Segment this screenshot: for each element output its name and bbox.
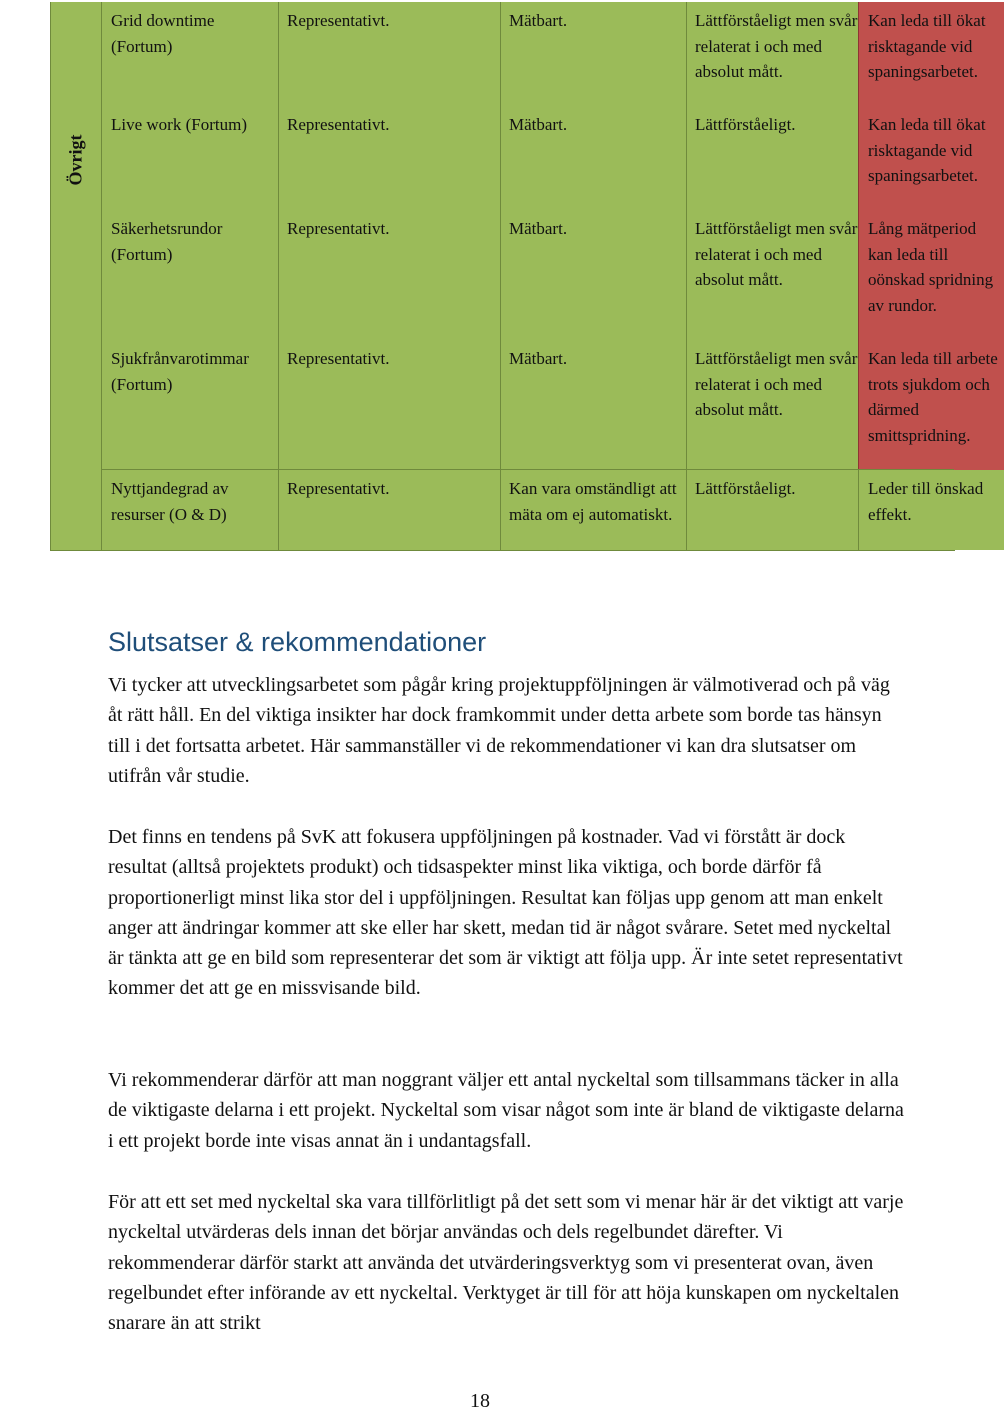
evaluation-table (50, 2, 998, 551)
table-row (101, 210, 1004, 340)
table-divider (686, 2, 687, 550)
row-name: Live work (Fortum) (111, 115, 247, 134)
cell-representativity: Representativt. (287, 219, 390, 238)
category-cell (51, 2, 101, 550)
cell-understandability: Lättförståeligt men svår relaterat i och med absolut mått. (695, 349, 858, 420)
cell-understandability: Lättförståeligt. (695, 479, 796, 498)
cell-measurability: Kan vara omständligt att mäta om ej automatiskt. (509, 479, 677, 524)
paragraph: Det finns en tendens på SvK att fokusera uppföljningen på kostnader. Vad vi förstått är dock resultat (alltså projektets produkt) och tidsaspekter minst lika viktiga, och borde därför få proportionerligt minst lika stor del i uppföljningen. Resultat kan följas upp genom att man enkelt anger att ändringar kommer att ske eller har skett, medan tid är något svårare. Setet med nyckeltal är tänkta att ge en bild som representerar det som är viktigt att följa upp. Är inte setet representativt kommer det att ge en missvisande bild. (108, 826, 903, 1000)
cell-effect: Kan leda till ökat risktagande vid spaningsarbetet. (858, 106, 1004, 210)
cell-measurability: Mätbart. (509, 349, 568, 368)
cell-measurability: Mätbart. (509, 219, 568, 238)
table-row (101, 340, 1004, 470)
table-row (101, 2, 1004, 106)
cell-measurability: Mätbart. (509, 11, 568, 30)
cell-representativity: Representativt. (287, 115, 390, 134)
cell-effect: Lång mätperiod kan leda till oönskad spridning av rundor. (858, 210, 1004, 340)
cell-effect: Kan leda till arbete trots sjukdom och därmed smittspridning. (858, 340, 1004, 470)
row-name: Nyttjandegrad av resurser (O & D) (111, 479, 229, 524)
page-number: 18 (470, 1390, 490, 1412)
row-name: Grid downtime (Fortum) (111, 11, 215, 56)
table-divider (101, 2, 102, 550)
table-row (101, 106, 1004, 210)
category-label: Övrigt (65, 134, 86, 186)
table-divider (278, 2, 279, 550)
cell-understandability: Lättförståeligt men svår relaterat i och med absolut mått. (695, 11, 858, 82)
cell-representativity: Representativt. (287, 349, 390, 368)
cell-measurability: Mätbart. (509, 115, 568, 134)
paragraph: Vi rekommenderar därför att man noggrant väljer ett antal nyckeltal som tillsammans täcker in alla de viktigaste delarna i ett projekt. Nyckeltal som visar något som inte är bland de viktigaste delarna i ett projekt borde inte visas annat än i undantagsfall. (108, 1069, 904, 1152)
paragraph: Vi tycker att utvecklingsarbetet som pågår kring projektuppföljningen är välmotiverad och på väg åt rätt håll. En del viktiga insikter har dock framkommit under detta arbete som borde tas hänsyn till i det fortsatta arbetet. Här sammanställer vi de rekommendationer vi kan dra slutsatser om utifrån vår studie. (108, 674, 890, 787)
cell-representativity: Representativt. (287, 479, 390, 498)
row-name: Sjukfrånvarotimmar (Fortum) (111, 349, 249, 394)
cell-understandability: Lättförståeligt men svår relaterat i och med absolut mått. (695, 219, 858, 290)
cell-understandability: Lättförståeligt. (695, 115, 796, 134)
section-heading: Slutsatser & rekommendationer (108, 627, 487, 657)
cell-representativity: Representativt. (287, 11, 390, 30)
table-divider (500, 2, 501, 550)
paragraph: För att ett set med nyckeltal ska vara tillförlitligt på det sett som vi menar här är det viktigt att varje nyckeltal utvärderas dels innan det börjar användas och dels regelbundet därefter. Vi rekommenderar därför starkt att använda det utvärderingsverktyg som vi presenterat ovan, även regelbundet efter införande av ett nyckeltal. Verktyget är till för att höja kunskapen om nyckeltalen snarare än att strikt (108, 1191, 904, 1335)
row-name: Säkerhetsrundor (Fortum) (111, 219, 223, 264)
table-row (101, 470, 1004, 550)
cell-effect: Kan leda till ökat risktagande vid spaningsarbetet. (858, 2, 1004, 106)
cell-effect: Leder till önskad effekt. (858, 470, 1004, 550)
table-divider (101, 469, 954, 470)
